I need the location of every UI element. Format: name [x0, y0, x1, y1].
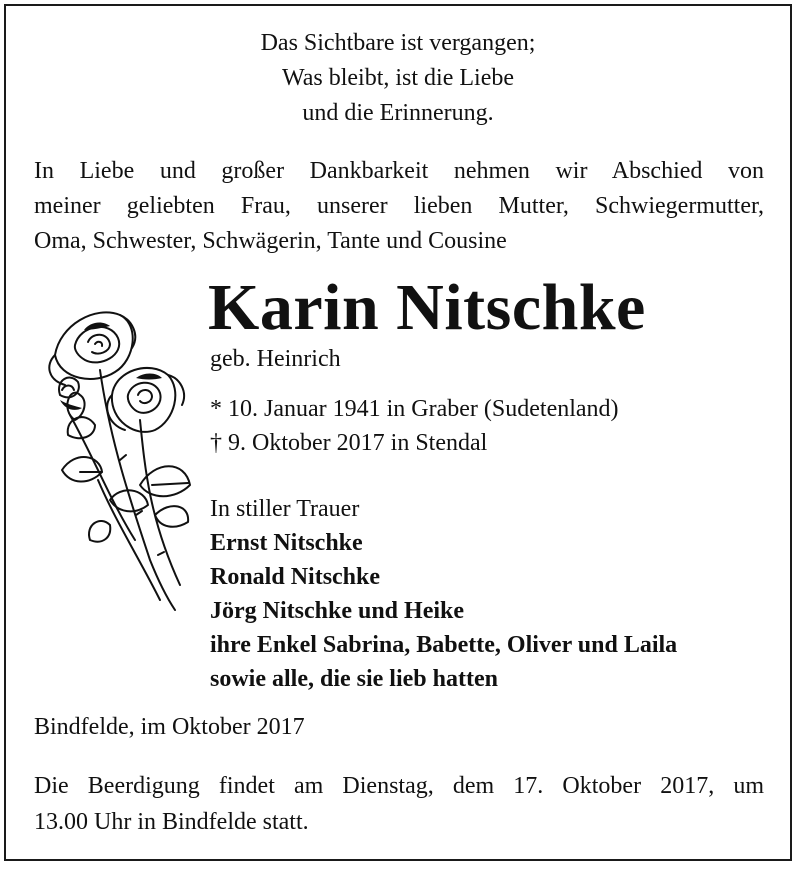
motto-line: Das Sichtbare ist vergangen; — [260, 30, 536, 56]
birth-name: geb. Heinrich — [210, 346, 341, 372]
intro-line: meiner geliebten Frau, unserer lieben Mutter, Schwiegermutter, — [34, 193, 764, 219]
mourner-name: Ronald Nitschke — [210, 564, 381, 590]
intro-line: Oma, Schwester, Schwägerin, Tante und Cousine — [34, 228, 507, 254]
funeral-line: 13.00 Uhr in Bindfelde statt. — [34, 809, 309, 835]
mourner-name: Ernst Nitschke — [210, 530, 363, 556]
motto — [0, 26, 796, 131]
motto-line: und die Erinnerung. — [302, 100, 494, 126]
mourner-name: sowie alle, die sie lieb hatten — [210, 666, 498, 692]
motto-line: Was bleibt, ist die Liebe — [281, 65, 514, 91]
intro-line: In Liebe und großer Dankbarkeit nehmen wir Abschied von — [34, 158, 764, 184]
funeral-line: Die Beerdigung findet am Dienstag, dem 17. Oktober 2017, um — [34, 773, 764, 799]
birth-date: * 10. Januar 1941 in Graber (Sudetenland) — [210, 396, 619, 422]
intro-text — [34, 154, 764, 259]
roses-icon — [40, 300, 200, 620]
funeral-info — [34, 768, 764, 840]
mourners-block — [210, 492, 677, 696]
mourner-name: Jörg Nitschke und Heike — [210, 598, 465, 624]
life-dates — [210, 392, 619, 460]
deceased-name: Karin Nitschke — [208, 271, 646, 344]
place-date: Bindfelde, im Oktober 2017 — [34, 714, 305, 740]
death-date: † 9. Oktober 2017 in Stendal — [210, 430, 488, 456]
mourner-name: ihre Enkel Sabrina, Babette, Oliver und Laila — [210, 632, 678, 658]
mourners-heading: In stiller Trauer — [210, 496, 360, 522]
